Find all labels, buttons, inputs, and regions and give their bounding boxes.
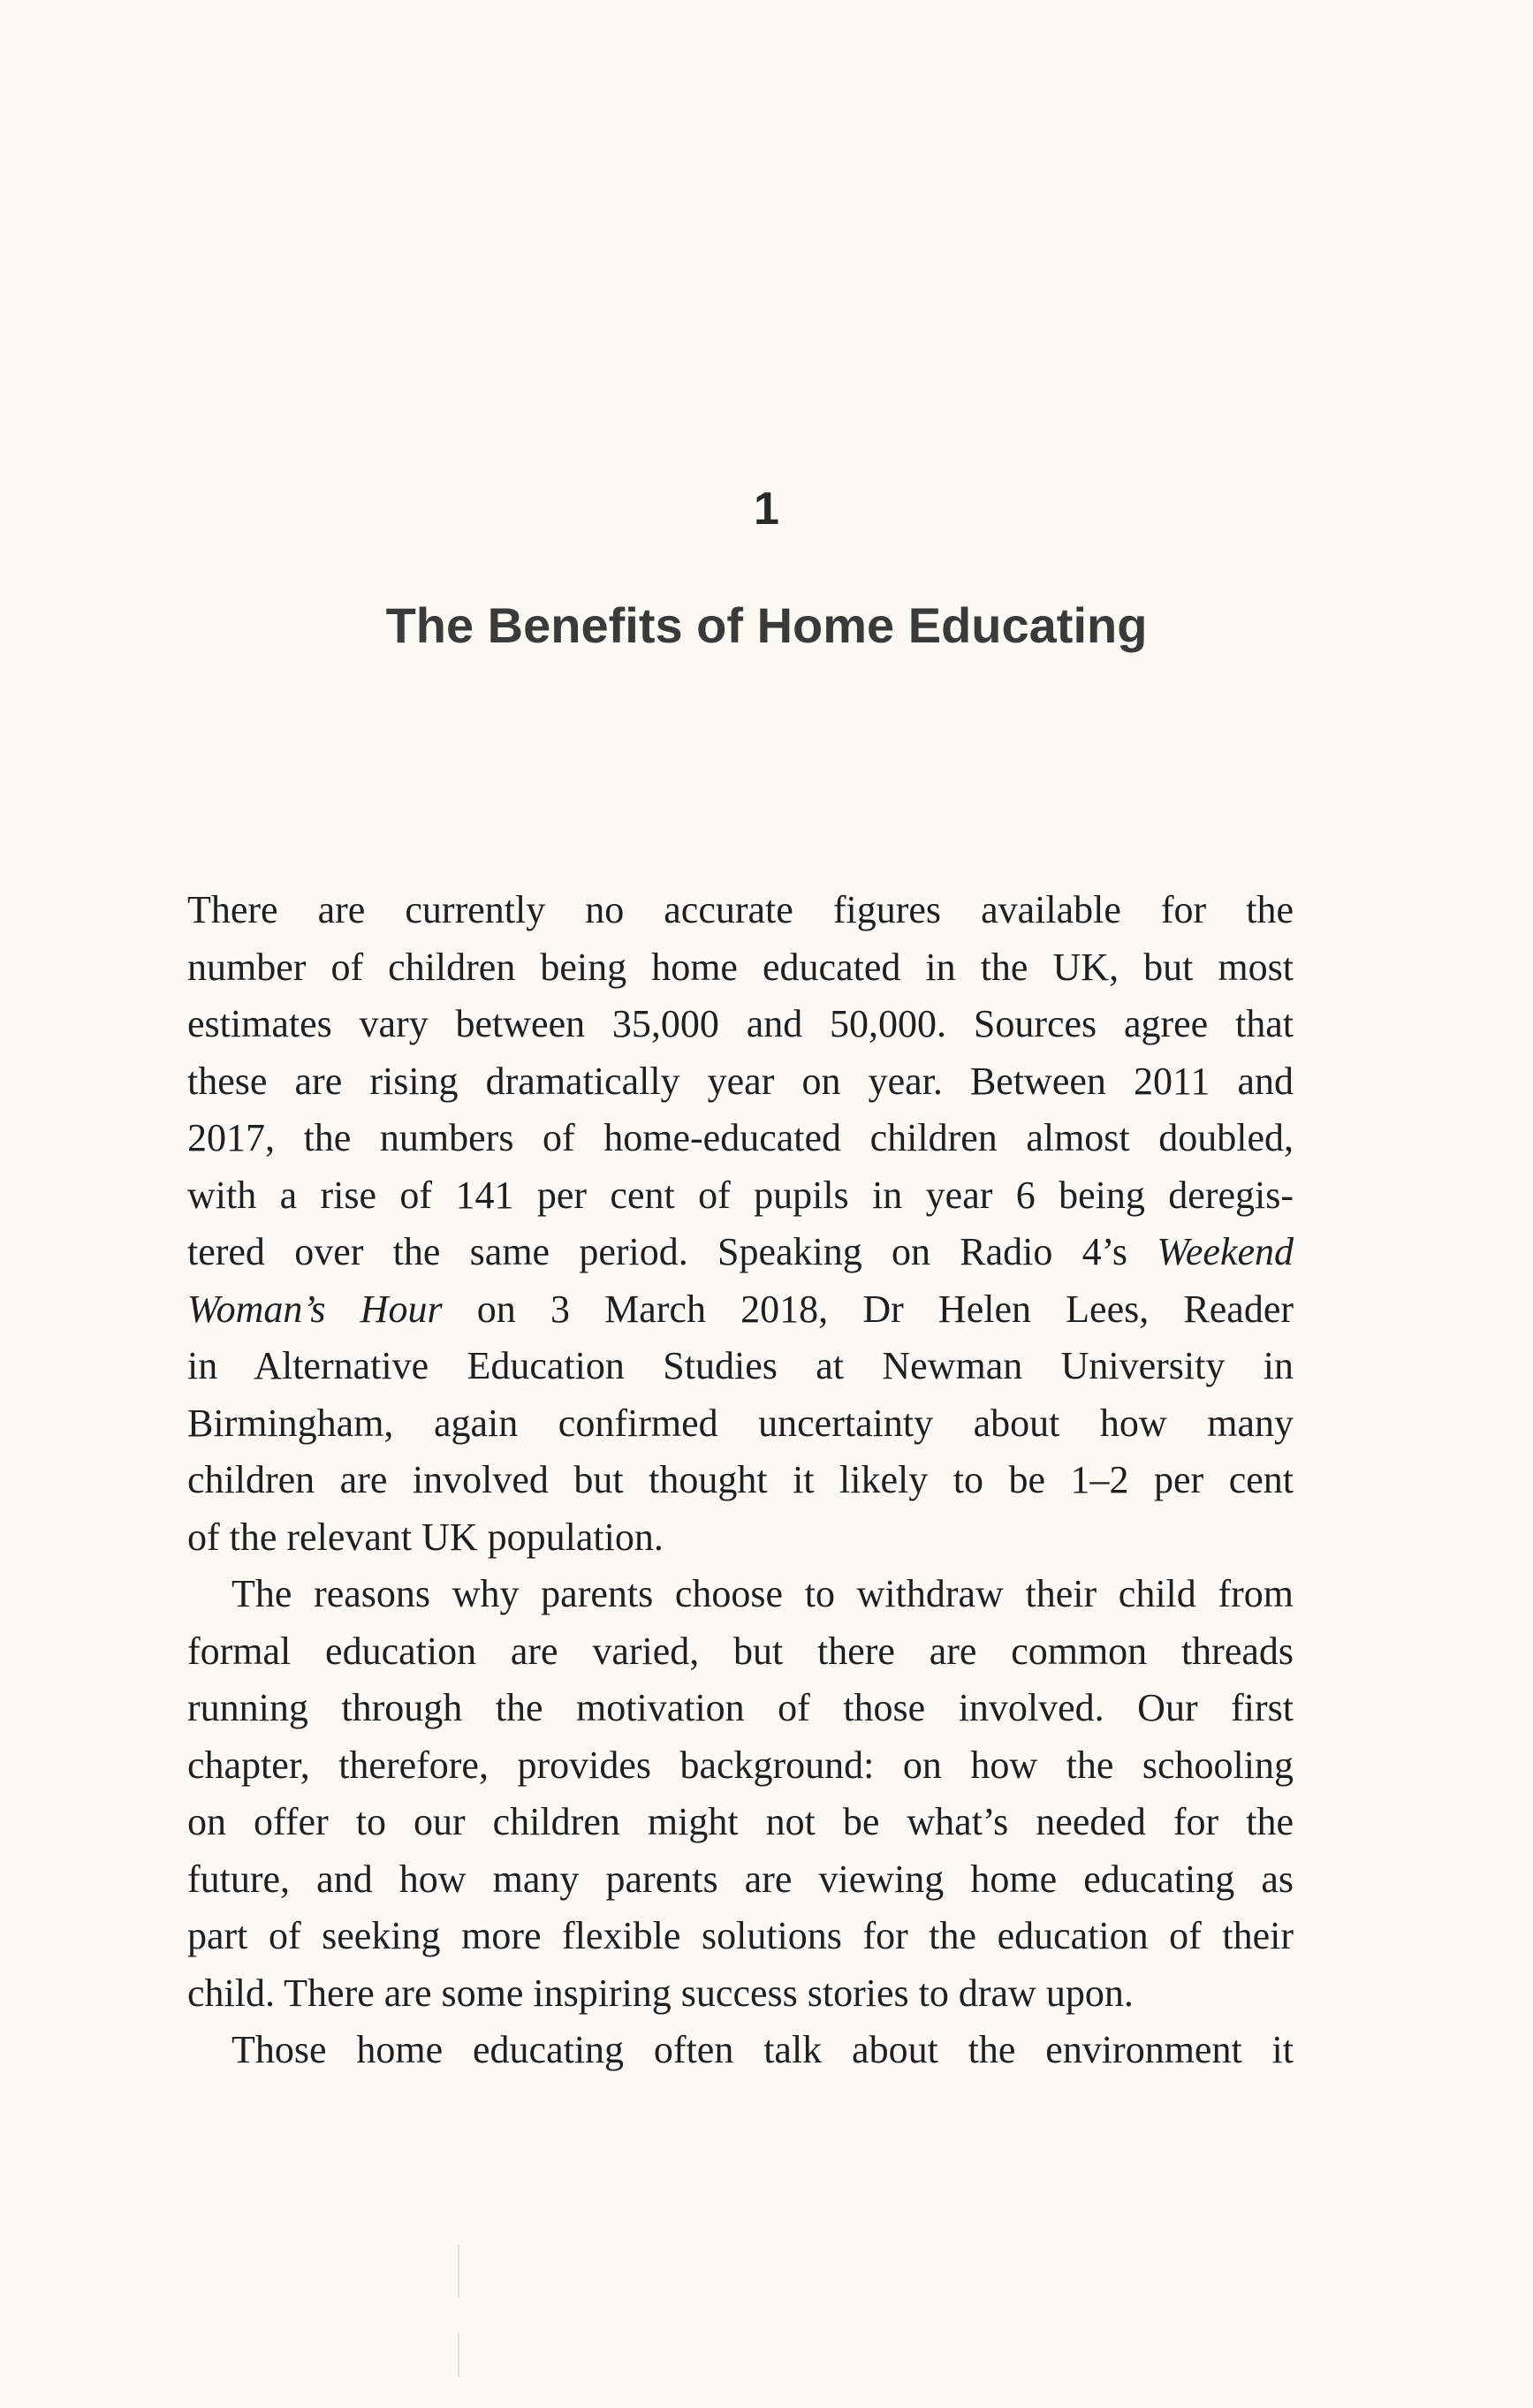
paragraph-3	[187, 2022, 1294, 2079]
text-line: future, and how many parents are viewing home educating as	[187, 1857, 1294, 1901]
text-line: There are currently no accurate figures available for the	[187, 888, 1294, 931]
text-line: part of seeking more flexible solutions for the education of their	[187, 1914, 1294, 1957]
text-line: The reasons why parents choose to withdraw their child from	[231, 1572, 1294, 1615]
text-segment: tered over the same period. Speaking on Radio 4’s	[187, 1230, 1157, 1273]
scan-artifact-line	[458, 2245, 459, 2298]
text-line: 2017, the numbers of home-educated children almost doubled,	[187, 1116, 1294, 1159]
paragraph-2	[187, 1566, 1294, 2022]
italic-title-weekend: Weekend	[1157, 1230, 1294, 1273]
italic-title-womans-hour: Woman’s Hour	[187, 1287, 443, 1331]
text-line: Birmingham, again confirmed uncertainty about how many	[187, 1401, 1294, 1445]
text-line: of the relevant UK population.	[187, 1515, 664, 1559]
chapter-title: The Benefits of Home Educating	[385, 597, 1148, 653]
text-line: estimates vary between 35,000 and 50,000. Sources agree that	[187, 1002, 1294, 1045]
text-segment: on 3 March 2018, Dr Helen Lees, Reader	[442, 1287, 1294, 1331]
paragraph-1	[187, 882, 1294, 1566]
text-line: running through the motivation of those involved. Our first	[187, 1686, 1294, 1729]
text-line: on offer to our children might not be what’s needed for the	[187, 1800, 1294, 1843]
text-line: number of children being home educated in the UK, but most	[187, 945, 1294, 989]
text-line	[187, 1281, 1294, 1339]
chapter-body	[187, 882, 1294, 2079]
text-line: these are rising dramatically year on year. Between 2011 and	[187, 1059, 1294, 1103]
text-line	[187, 1224, 1294, 1281]
text-line: child. There are some inspiring success stories to draw upon.	[187, 1971, 1134, 2015]
text-line: chapter, therefore, provides background: on how the schooling	[187, 1743, 1294, 1787]
chapter-number: 1	[754, 483, 779, 535]
text-line: Those home educating often talk about the environment it	[231, 2028, 1294, 2071]
text-line: formal education are varied, but there are common threads	[187, 1629, 1294, 1673]
scan-artifact-line	[458, 2333, 459, 2377]
text-line: children are involved but thought it likely to be 1–2 per cent	[187, 1458, 1294, 1501]
text-line: in Alternative Education Studies at Newman University in	[187, 1344, 1294, 1387]
text-line: with a rise of 141 per cent of pupils in year 6 being deregis-	[187, 1173, 1294, 1217]
